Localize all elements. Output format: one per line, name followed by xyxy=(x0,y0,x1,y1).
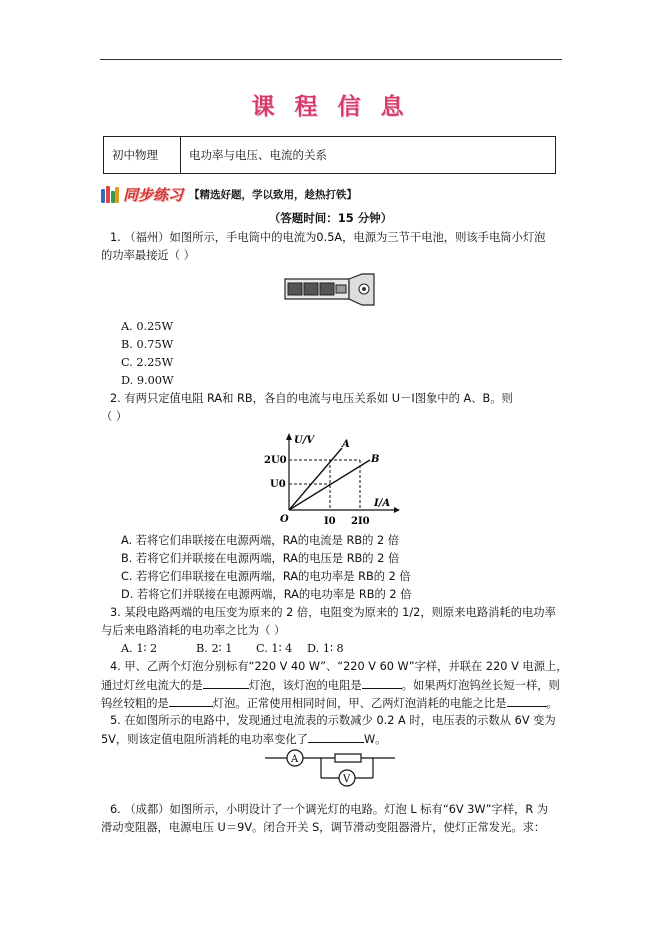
q4-line2-part3: 。如果两灯泡钨丝长短一样，则 xyxy=(401,679,560,692)
graph-x-tick-i0: I0 xyxy=(324,516,336,527)
q3-line2: 与后来电路消耗的电功率之比为（ ） xyxy=(101,624,286,637)
q2-option-d: D. 若将它们并联接在电源两端，RA的电功率是 RB的 2 倍 xyxy=(121,588,412,601)
q4-line2-part2: 灯泡，该灯泡的电阻是 xyxy=(248,679,362,692)
q4-blank-2[interactable] xyxy=(362,676,402,689)
ammeter-label: A xyxy=(291,754,299,765)
header-rule xyxy=(100,59,562,60)
q1-option-a: A. 0.25W xyxy=(121,320,174,333)
q4-blank-4[interactable] xyxy=(507,694,547,707)
sync-subtitle: 【精选好题，学以致用，趁热打铁】 xyxy=(189,188,358,201)
q3-line1: 3. 某段电路两端的电压变为原来的 2 倍，电阻变为原来的 1/2，则原来电路消耗的电功率 xyxy=(110,606,556,619)
q4-blank-3[interactable] xyxy=(169,694,213,707)
q4-line2 xyxy=(101,676,560,695)
q3-option-a: A. 1∶ 2 xyxy=(121,642,158,655)
books-icon xyxy=(101,185,119,203)
q5-line1: 5. 在如图所示的电路中，发现通过电流表的示数减少 0.2 A 时，电压表的示数从 6V 变为 xyxy=(110,714,556,727)
q2-option-c: C. 若将它们串联接在电源两端，RA的电功率是 RB的 2 倍 xyxy=(121,570,411,583)
q4-line1: 4. 甲、乙两个灯泡分别标有“220 V 40 W”、“220 V 60 W”字样，并联在 220 V 电源上， xyxy=(110,660,568,673)
graph-y-axis-label: U/V xyxy=(294,435,315,446)
q4-line3-part1: 钨丝较粗的是 xyxy=(101,697,169,710)
q4-line3-part3: 。 xyxy=(546,697,558,710)
sync-title: 同步练习 xyxy=(123,185,184,204)
graph-x-tick-2i0: 2I0 xyxy=(351,516,370,527)
q5-line2-part2: W。 xyxy=(363,733,387,746)
q5-line2 xyxy=(101,730,386,749)
graph-origin: O xyxy=(280,514,289,525)
q2-option-a: A. 若将它们串联接在电源两端，RA的电流是 RB的 2 倍 xyxy=(121,534,400,547)
course-info-table xyxy=(103,136,556,174)
circuit-figure xyxy=(265,748,395,790)
q3-option-c: C. 1∶ 4 xyxy=(256,642,293,655)
q3-option-d: D. 1∶ 8 xyxy=(307,642,344,655)
graph-x-axis-label: I/A xyxy=(374,498,391,509)
q1-line2: 的功率最接近（ ） xyxy=(101,249,195,262)
q4-line3-part2: 灯泡。正常使用相同时间，甲、乙两灯泡消耗的电能之比是 xyxy=(212,697,507,710)
page-title: 课 程 信 息 xyxy=(251,93,410,120)
voltmeter-label: V xyxy=(343,774,351,785)
flashlight-figure xyxy=(284,273,378,307)
q2-line2: （ ） xyxy=(101,410,128,423)
q4-line2-part1: 通过灯丝电流大的是 xyxy=(101,679,203,692)
q2-option-b: B. 若将它们并联接在电源两端，RA的电压是 RB的 2 倍 xyxy=(121,552,400,565)
q4-line3 xyxy=(101,694,558,713)
q6-line2: 滑动变阻器，电源电压 U＝9V。闭合开关 S，调节滑动变阻器滑片，使灯正常发光。求： xyxy=(101,821,546,834)
q1-line1: 1. （福州）如图所示，手电筒中的电流为0.5A，电源为三节干电池，则该手电筒小灯泡 xyxy=(110,231,546,244)
graph-y-tick-u0: U0 xyxy=(270,479,286,490)
q5-line2-part1: 5V，则该定值电阻所消耗的电功率变化了 xyxy=(101,733,308,746)
q4-blank-1[interactable] xyxy=(203,676,249,689)
q1-option-c: C. 2.25W xyxy=(121,356,174,369)
q1-option-d: D. 9.00W xyxy=(121,374,174,387)
ui-graph xyxy=(262,432,400,532)
subject-cell: 初中物理 xyxy=(104,137,181,173)
topic-cell: 电功率与电压、电流的关系 xyxy=(189,148,327,162)
time-note: （答题时间：15 分钟） xyxy=(268,211,393,225)
q3-option-b: B. 2∶ 1 xyxy=(196,642,233,655)
q5-blank[interactable] xyxy=(308,730,364,743)
graph-line-b-label: B xyxy=(371,454,380,465)
q1-option-b: B. 0.75W xyxy=(121,338,174,351)
graph-y-tick-2u0: 2U0 xyxy=(264,455,287,466)
q2-line1: 2. 有两只定值电阻 RA和 RB，各自的电流与电压关系如 U－I图象中的 A、B。则 xyxy=(110,392,513,405)
graph-line-a-label: A xyxy=(342,439,350,450)
sync-practice-banner xyxy=(101,183,357,205)
q6-line1: 6. （成都）如图所示，小明设计了一个调光灯的电路。灯泡 L 标有“6V 3W”字样，R 为 xyxy=(110,803,549,816)
resistor-icon xyxy=(335,754,361,762)
